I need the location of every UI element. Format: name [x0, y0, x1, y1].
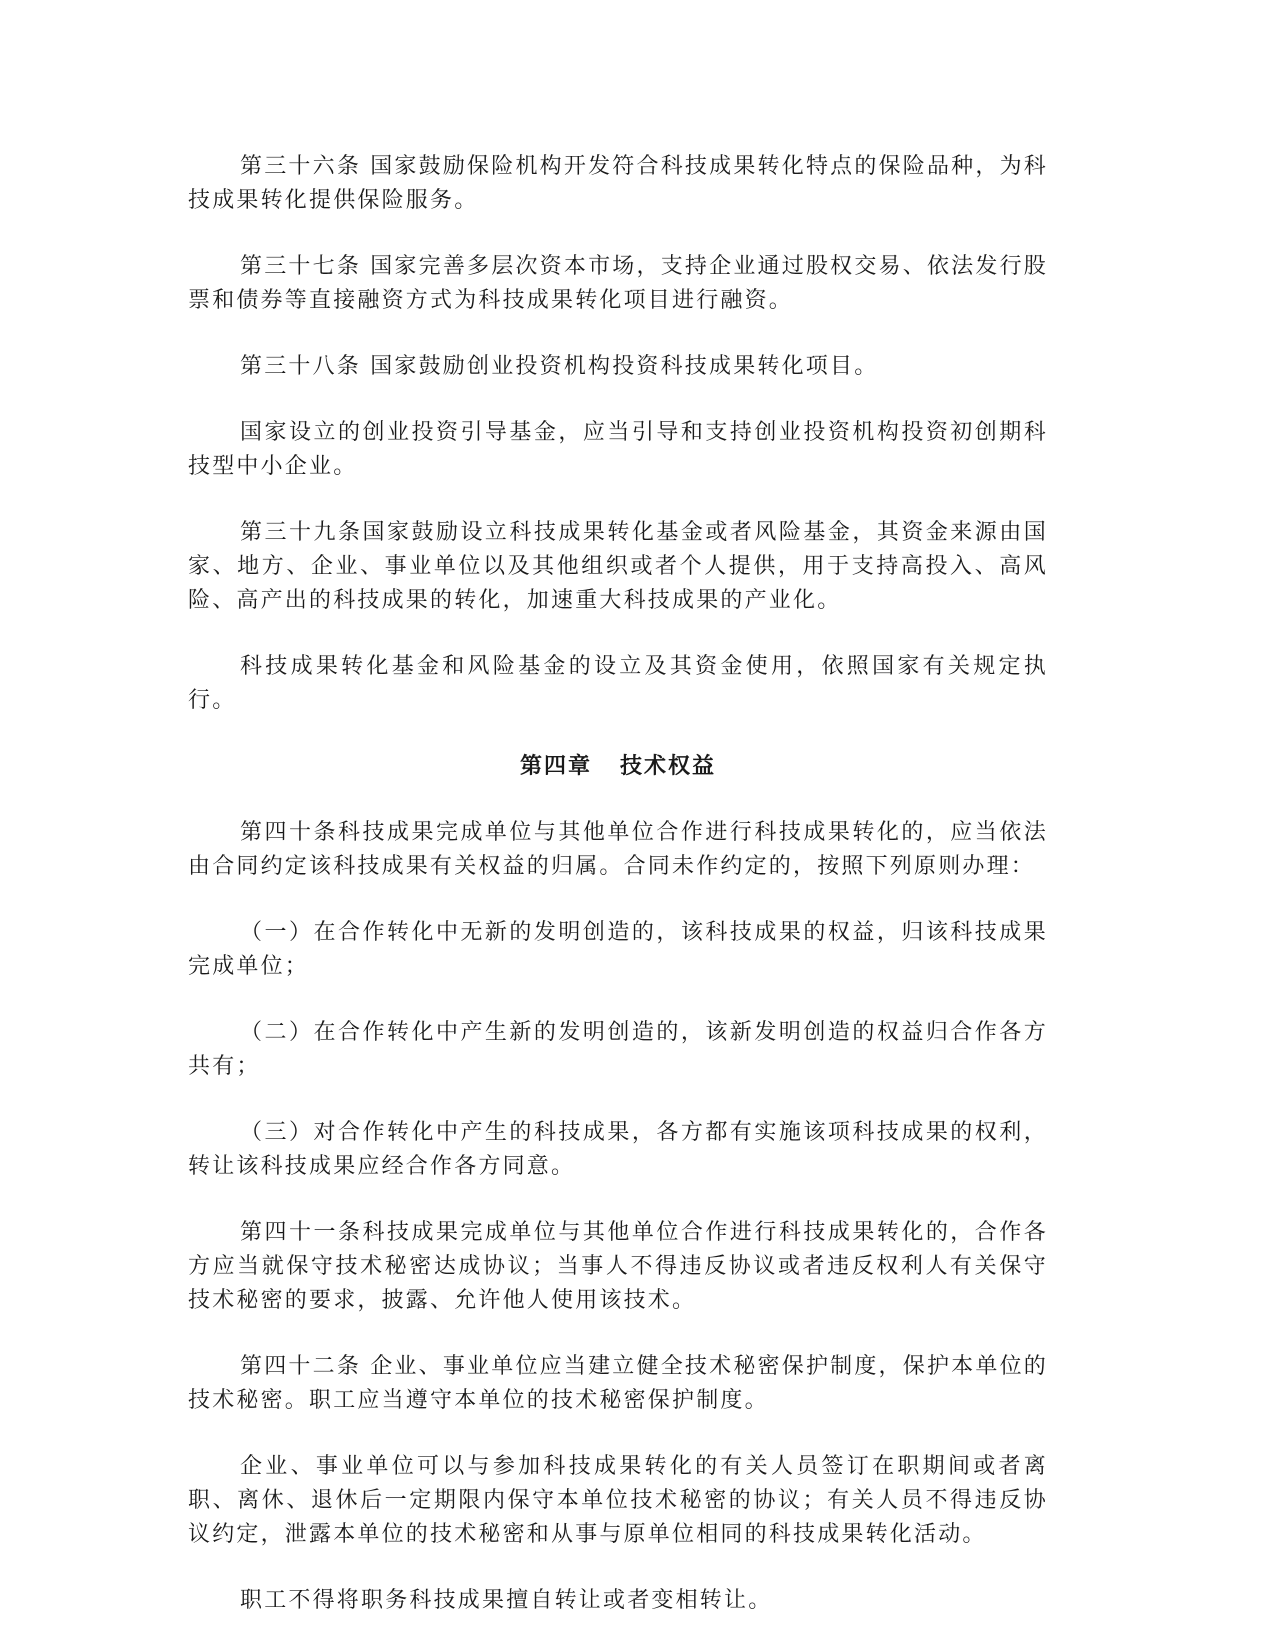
chapter-title: 技术权益	[620, 754, 717, 779]
article-40-item-3: （三）对合作转化中产生的科技成果，各方都有实施该项科技成果的权利，转让该科技成果应经合作各方同意。	[188, 1120, 1048, 1179]
article-39: 第三十九条国家鼓励设立科技成果转化基金或者风险基金，其资金来源由国家、地方、企业、事业单位以及其他组织或者个人提供，用于支持高投入、高风险、高产出的科技成果的转化，加速重大科技成果的产业化。	[188, 520, 1048, 613]
article-40: 第四十条科技成果完成单位与其他单位合作进行科技成果转化的，应当依法由合同约定该科技成果有关权益的归属。合同未作约定的，按照下列原则办理：	[188, 820, 1048, 879]
chapter-heading	[188, 750, 1048, 784]
article-38-clause-2: 国家设立的创业投资引导基金，应当引导和支持创业投资机构投资初创期科技型中小企业。	[188, 420, 1048, 479]
article-40-item-2: （二）在合作转化中产生新的发明创造的，该新发明创造的权益归合作各方共有；	[188, 1020, 1048, 1079]
article-41: 第四十一条科技成果完成单位与其他单位合作进行科技成果转化的，合作各方应当就保守技术秘密达成协议；当事人不得违反协议或者违反权利人有关保守技术秘密的要求，披露、允许他人使用该技术。	[188, 1220, 1048, 1313]
document-page	[188, 150, 1048, 1650]
article-38: 第三十八条 国家鼓励创业投资机构投资科技成果转化项目。	[240, 354, 879, 379]
article-40-item-1: （一）在合作转化中无新的发明创造的，该科技成果的权益，归该科技成果完成单位；	[188, 920, 1048, 979]
article-42: 第四十二条 企业、事业单位应当建立健全技术秘密保护制度，保护本单位的技术秘密。职工应当遵守本单位的技术秘密保护制度。	[188, 1354, 1048, 1413]
article-42-clause-3: 职工不得将职务科技成果擅自转让或者变相转让。	[240, 1588, 773, 1613]
article-37: 第三十七条 国家完善多层次资本市场，支持企业通过股权交易、依法发行股票和债券等直接融资方式为科技成果转化项目进行融资。	[188, 254, 1048, 313]
chapter-number: 第四章	[519, 754, 592, 779]
article-42-clause-2: 企业、事业单位可以与参加科技成果转化的有关人员签订在职期间或者离职、离休、退休后一定期限内保守本单位技术秘密的协议；有关人员不得违反协议约定，泄露本单位的技术秘密和从事与原单位相同的科技成果转化活动。	[188, 1454, 1048, 1547]
article-36: 第三十六条 国家鼓励保险机构开发符合科技成果转化特点的保险品种，为科技成果转化提供保险服务。	[188, 154, 1048, 213]
article-39-clause-2: 科技成果转化基金和风险基金的设立及其资金使用，依照国家有关规定执行。	[188, 654, 1048, 713]
